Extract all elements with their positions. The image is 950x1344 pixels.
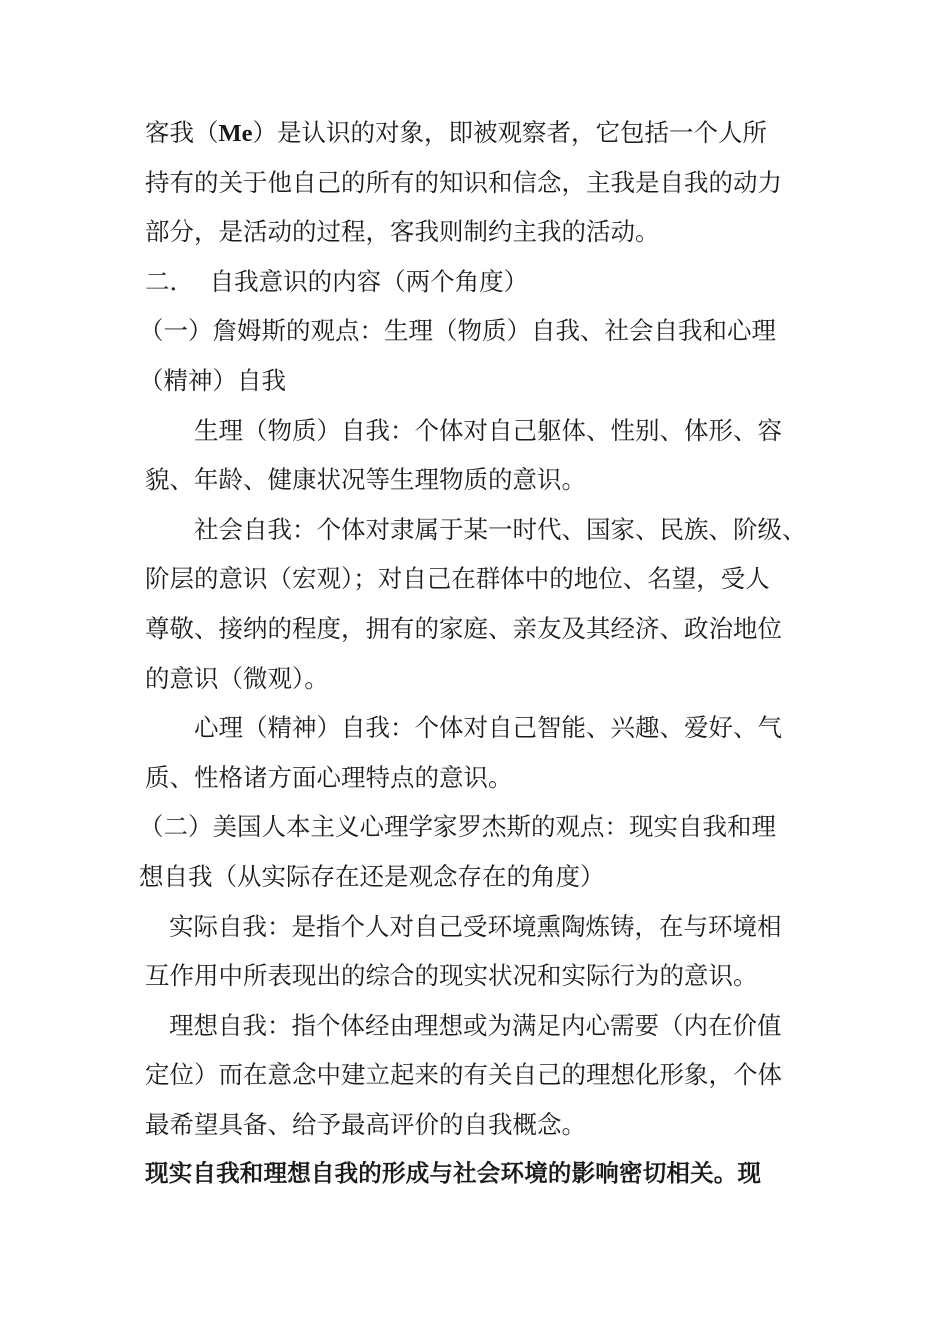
heading-line: 二． 自我意识的内容（两个角度） <box>145 266 529 296</box>
text-line: 最希望具备、给予最高评价的自我概念。 <box>145 1109 586 1139</box>
text-line: （二）美国人本主义心理学家罗杰斯的观点：现实自我和理 <box>139 812 776 842</box>
paragraph-bold-summary <box>145 1149 815 1199</box>
text-line: 互作用中所表现出的综合的现实状况和实际行为的意识。 <box>145 961 758 991</box>
paragraph-ideal-self <box>145 1001 815 1150</box>
text-line: 生理（物质）自我：个体对自己躯体、性别、体形、容 <box>194 415 782 445</box>
text-line: 阶层的意识（宏观）；对自己在群体中的地位、名望，受人 <box>145 564 770 594</box>
text-line: 实际自我：是指个人对自己受环境熏陶炼铸，在与环境相 <box>169 911 782 941</box>
text-line: 持有的关于他自己的所有的知识和信念，主我是自我的动力 <box>145 167 782 197</box>
text-line: 理想自我：指个体经由理想或为满足内心需要（内在价值 <box>169 1010 782 1040</box>
text-line: 想自我（从实际存在还是观念存在的角度） <box>139 861 605 891</box>
paragraph-actual-self <box>145 902 815 1001</box>
paragraph-social-self <box>145 505 815 703</box>
document-body <box>139 108 815 1199</box>
text-line: 质、性格诸方面心理特点的意识。 <box>145 762 513 792</box>
paragraph-psych-self <box>145 703 815 802</box>
paragraph-physical-self <box>145 406 815 505</box>
bold-text-line: 现实自我和理想自我的形成与社会环境的影响密切相关。现 <box>145 1159 762 1188</box>
subheading-rogers <box>139 802 815 901</box>
text-line: （精神）自我 <box>139 365 286 395</box>
text-line <box>145 108 815 158</box>
text-span: ）是认识的对象，即被观察者，它包括一个人所 <box>252 118 767 147</box>
section-heading <box>145 257 815 307</box>
paragraph-me <box>145 108 815 257</box>
text-line: 的意识（微观）。 <box>145 663 329 693</box>
text-line: 部分，是活动的过程，客我则制约主我的活动。 <box>145 217 660 247</box>
text-line: （一）詹姆斯的观点：生理（物质）自我、社会自我和心理 <box>139 316 776 346</box>
term-me: Me <box>218 120 253 147</box>
text-line: 社会自我：个体对隶属于某一时代、国家、民族、阶级、 <box>194 514 807 544</box>
text-line: 尊敬、接纳的程度，拥有的家庭、亲友及其经济、政治地位 <box>145 613 782 643</box>
text-line: 貌、年龄、健康状况等生理物质的意识。 <box>145 465 586 495</box>
text-line: 定位）而在意念中建立起来的有关自己的理想化形象，个体 <box>145 1060 782 1090</box>
subheading-james <box>139 306 815 405</box>
text-line: 心理（精神）自我：个体对自己智能、兴趣、爱好、气 <box>194 713 782 743</box>
text-span: 客我（ <box>145 118 219 147</box>
